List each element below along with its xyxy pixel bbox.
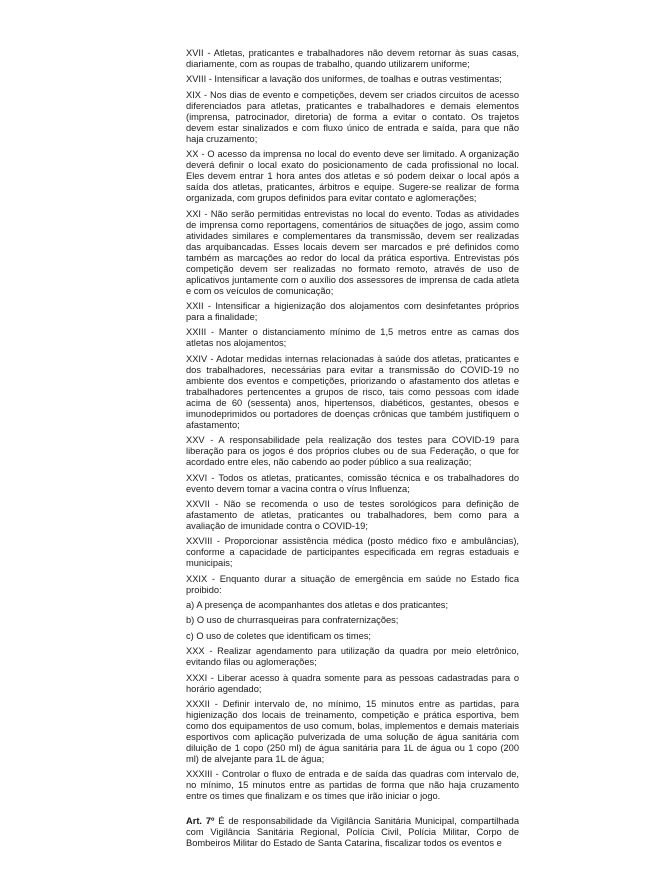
item-xxix: XXIX - Enquanto durar a situação de emergência em saúde no Estado fica proibido: [186,573,519,595]
item-xxxiii: XXXIII - Controlar o fluxo de entrada e de saída das quadras com intervalo de, no mínimo, 15 minutos entre as partidas de forma que não haja cruzamento entre os times que finalizam e os times que irão iniciar o jogo. [186,769,519,802]
article-label: Art. 7º [186,816,215,827]
article-7 [186,816,519,849]
document-page [186,48,519,854]
item-xxxii: XXXII - Definir intervalo de, no mínimo, 15 minutos entre as partidas, para higienização dos locais de treinamento, competição e prática esportiva, bem como dos equipamentos de uso comum, bolas, implementos e demais materiais esportivos com aplicação pulverizada de uma solução de água sanitária com diluição de 1 copo (250 ml) de água sanitária para 1L de água ou 1 copo (200 ml) de alvejante para 1L de água; [186,699,519,765]
item-xviii: XVIII - Intensificar a lavação dos uniformes, de toalhas e outras vestimentas; [186,74,502,85]
item-xxiii: XXIII - Manter o distanciamento mínimo de 1,5 metros entre as camas dos atletas nos alojamentos; [186,327,519,349]
item-xix: XIX - Nos dias de evento e competições, devem ser criados circuitos de acesso diferenciados para atletas, praticantes e trabalhadores e demais elementos (imprensa, patrocinador, diretoria) de forma a evitar o contato. Os trajetos devem estar sinalizados e com fluxo único de entrada e saída, para que não haja cruzamento; [186,89,519,144]
item-xxxi: XXXI - Liberar acesso à quadra somente para as pessoas cadastradas para o horário agendado; [186,672,519,694]
item-xxiv: XXIV - Adotar medidas internas relacionadas à saúde dos atletas, praticantes e dos trabalhadores, necessárias para evitar a transmissão do COVID-19 no ambiente dos eventos e competições, priorizando o afastamento dos atletas e trabalhadores pertencentes a grupos de risco, tais como pessoas com idade acima de 60 (sessenta) anos, hipertensos, diabéticos, gestantes, obesos e imunodeprimidos ou portadores de doenças crônicas que também justifiquem o afastamento; [186,353,519,430]
item-xvii: XVII - Atletas, praticantes e trabalhadores não devem retornar às suas casas, diariamente, com as roupas de trabalho, quando utilizarem uniforme; [186,48,519,69]
subitem-b: b) O uso de churrasqueiras para confraternizações; [186,615,399,626]
subitem-a: a) A presença de acompanhantes dos atletas e dos praticantes; [186,600,449,611]
item-xxi: XXI - Não serão permitidas entrevistas no local do evento. Todas as atividades de imprensa como reportagens, comentários de situações de jogo, assim como atividades similares e complementares da transmissão, devem ser realizadas das arquibancadas. Esses locais devem ser marcados e pré definidos como também as marcações ao redor do local da prática esportiva. Entrevistas pós competição devem ser realizadas no formato remoto, através de uso de aplicativos juntamente com o auxílio dos assessores de imprensa de cada atleta e com os veículos de comunicação; [186,208,519,296]
item-xxvii: XXVII - Não se recomenda o uso de testes sorológicos para definição de afastamento de atletas, praticantes ou trabalhadores, bem como para a avaliação de imunidade contra o COVID-19; [186,498,519,531]
item-xxx: XXX - Realizar agendamento para utilização da quadra por meio eletrônico, evitando filas ou aglomerações; [186,646,519,668]
subitem-c: c) O uso de coletes que identificam os times; [186,630,371,641]
item-xx: XX - O acesso da imprensa no local do evento deve ser limitado. A organização deverá definir o local exato do posicionamento de cada profissional no local. Eles devem entrar 1 hora antes dos atletas e só podem deixar o local após a saída dos atletas, praticantes, árbitros e equipe. Sugere-se realizar de forma organizada, com grupos definidos para evitar contato e aglomerações; [186,149,519,204]
item-xxvi: XXVI - Todos os atletas, praticantes, comissão técnica e os trabalhadores do evento devem tomar a vacina contra o vírus Influenza; [186,472,519,494]
item-xxviii: XXVIII - Proporcionar assistência médica (posto médico fixo e ambulâncias), conforme a capacidade de participantes especificada em regras estaduais e municipais; [186,536,519,569]
article-text: É de responsabilidade da Vigilância Sanitária Municipal, compartilhada com Vigilância Sanitária Regional, Polícia Civil, Polícia Militar, Corpo de Bombeiros Militar do Estado de Santa Catarina, fiscalizar todos os eventos e [186,816,519,849]
item-xxv: XXV - A responsabilidade pela realização dos testes para COVID-19 para liberação para os jogos é dos próprios clubes ou de sua Federação, o que for acordado entre eles, não cabendo ao poder público a sua realização; [186,435,519,468]
item-xxii: XXII - Intensificar a higienização dos alojamentos com desinfetantes próprios para a finalidade; [186,300,519,322]
